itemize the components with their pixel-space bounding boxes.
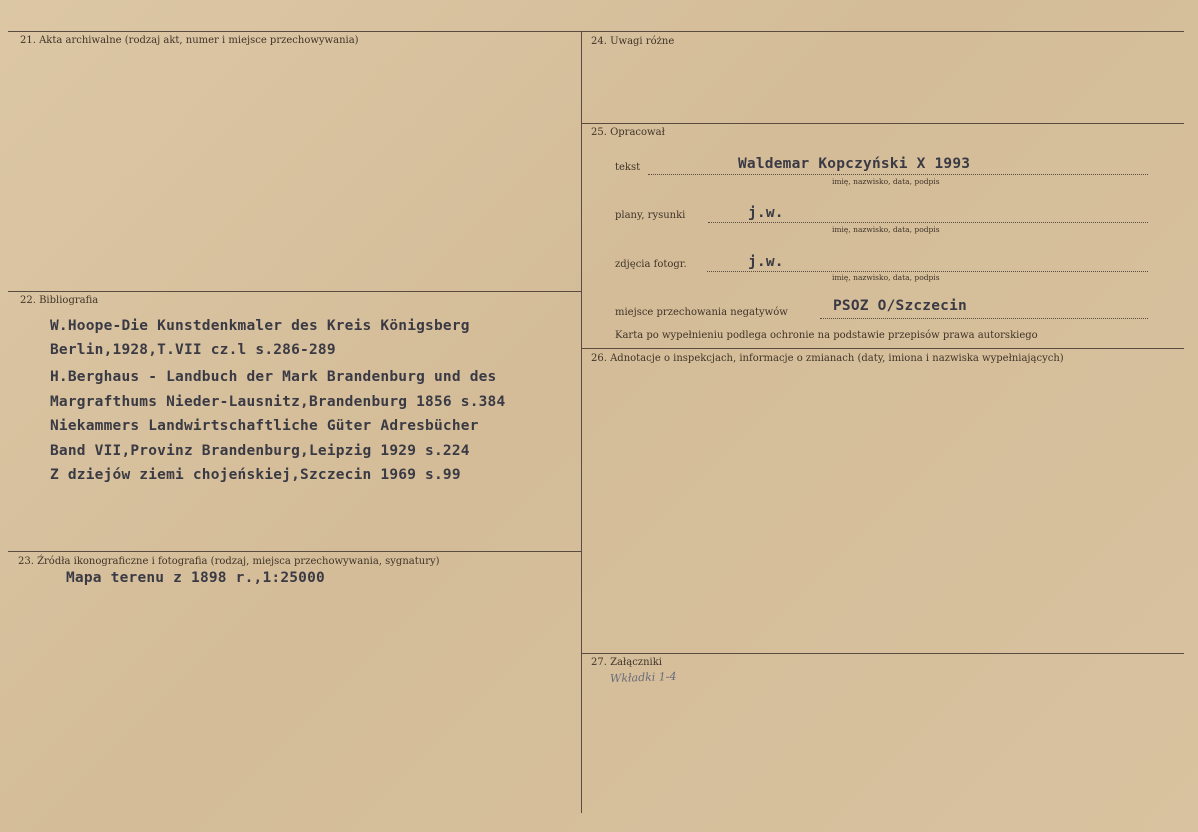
tekst-label: tekst (615, 162, 641, 173)
negatywy-value: PSOZ O/Szczecin (833, 298, 967, 314)
divider-25-26 (582, 348, 1184, 349)
zdjecia-value: j.w. (748, 254, 784, 270)
tekst-line (648, 174, 1148, 175)
plany-value: j.w. (748, 205, 784, 221)
bibliography-line: Berlin,1928,T.VII cz.l s.286-289 (50, 342, 336, 358)
tekst-caption: imię, nazwisko, data, podpis (832, 177, 940, 186)
attachments-handwritten: Wkładki 1-4 (609, 669, 677, 686)
bibliography-line: H.Berghaus - Landbuch der Mark Brandenburg und des (50, 369, 497, 385)
top-rule (8, 31, 1184, 32)
bibliography-line: Margrafthums Nieder-Lausnitz,Brandenburg 1856 s.384 (50, 394, 506, 410)
zdjecia-caption: imię, nazwisko, data, podpis (832, 273, 940, 282)
negatywy-line (820, 318, 1148, 319)
tekst-value: Waldemar Kopczyński X 1993 (738, 156, 971, 172)
section-21-label: 21. Akta archiwalne (rodzaj akt, numer i miejsce przechowywania) (20, 35, 359, 46)
section-23-label: 23. Źródła ikonograficzne i fotografia (rodzaj, miejsca przechowywania, sygnatury) (18, 556, 440, 567)
bibliography-line: Band VII,Provinz Brandenburg,Leipzig 1929 s.224 (50, 443, 470, 459)
section-24-label: 24. Uwagi różne (591, 36, 675, 47)
copyright-note: Karta po wypełnieniu podlega ochronie na podstawie przepisów prawa autorskiego (615, 330, 1038, 341)
bibliography-line: Niekammers Landwirtschaftliche Güter Adresbücher (50, 418, 479, 434)
divider-26-27 (582, 653, 1184, 654)
plany-line (708, 222, 1148, 223)
plany-caption: imię, nazwisko, data, podpis (832, 225, 940, 234)
plany-label: plany, rysunki (615, 210, 686, 221)
section-27-label: 27. Załączniki (591, 657, 662, 668)
bibliography-line: W.Hoope-Die Kunstdenkmaler des Kreis Königsberg (50, 318, 470, 334)
section-26-label: 26. Adnotacje o inspekcjach, informacje o zmianach (daty, imiona i nazwiska wypełniających) (591, 353, 1064, 364)
zdjecia-label: zdjęcia fotogr. (615, 259, 687, 270)
negatywy-label: miejsce przechowania negatywów (615, 307, 788, 318)
section-22-label: 22. Bibliografia (20, 295, 99, 306)
iconography-value: Mapa terenu z 1898 r.,1:25000 (66, 570, 325, 586)
divider-21-22 (8, 291, 581, 292)
divider-22-23 (8, 551, 581, 552)
section-25-label: 25. Opracował (591, 127, 665, 138)
zdjecia-line (707, 271, 1148, 272)
bibliography-line: Z dziejów ziemi chojeńskiej,Szczecin 1969 s.99 (50, 467, 461, 483)
divider-24-25 (582, 123, 1184, 124)
center-divider (581, 31, 582, 813)
